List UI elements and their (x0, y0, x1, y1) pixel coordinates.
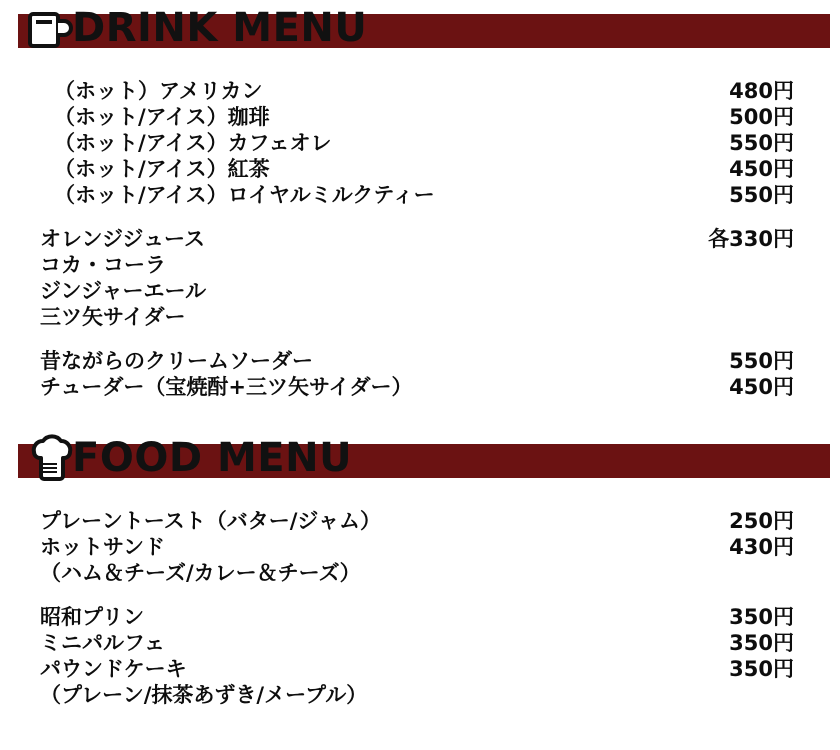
bread-slice-icon (24, 430, 76, 484)
item-name: （ホット/アイス）紅茶 (54, 157, 270, 181)
group-food-sweets (40, 604, 794, 708)
menu-item-row (40, 278, 794, 304)
section-title-food: FOOD MENU (72, 435, 353, 481)
item-name: チューダー（宝焼酎+三ツ矢サイダー） (40, 375, 413, 399)
menu-item-row (40, 656, 794, 682)
item-price: 450円 (729, 157, 794, 181)
item-name: 昭和プリン (40, 605, 145, 629)
menu-item-row (40, 104, 794, 130)
item-price: 430円 (729, 535, 794, 559)
menu-item-row (40, 374, 794, 400)
menu-item-row (40, 182, 794, 208)
item-price: 350円 (729, 657, 794, 681)
section-title-drink: DRINK MENU (72, 5, 368, 51)
menu-item-row (40, 226, 794, 252)
item-name: （ホット/アイス）珈琲 (54, 105, 270, 129)
menu-item-row (40, 78, 794, 104)
section-header-food (10, 430, 830, 486)
menu-item-row (40, 630, 794, 656)
item-name: オレンジジュース (40, 227, 205, 251)
item-name: ホットサンド (40, 535, 165, 559)
coffee-cup-icon (24, 0, 76, 54)
menu-item-row (40, 534, 794, 560)
menu-body-food (0, 508, 840, 708)
item-name: 三ツ矢サイダー (40, 305, 186, 329)
item-name: （ホット/アイス）ロイヤルミルクティー (54, 183, 435, 207)
menu-item-row (40, 156, 794, 182)
item-name: （プレーン/抹茶あずき/メープル） (40, 683, 368, 707)
item-name: ジンジャーエール (40, 279, 207, 303)
menu-item-row (40, 508, 794, 534)
menu-body-drink (0, 78, 840, 400)
item-price: 500円 (729, 105, 794, 129)
group-drink-hot (40, 78, 794, 208)
menu-item-row (40, 682, 794, 708)
menu-item-row (40, 348, 794, 374)
group-drink-soft (40, 226, 794, 330)
item-price: 250円 (729, 509, 794, 533)
item-price: 480円 (729, 79, 794, 103)
item-name: パウンドケーキ (40, 657, 187, 681)
section-header-drink (10, 0, 830, 56)
menu-item-row (40, 560, 794, 586)
item-price: 450円 (729, 375, 794, 399)
item-name: 昔ながらのクリームソーダー (40, 349, 313, 373)
item-price: 550円 (729, 349, 794, 373)
item-name: （ハム＆チーズ/カレー＆チーズ） (40, 561, 361, 585)
group-drink-special (40, 348, 794, 400)
item-price: 各330円 (708, 227, 794, 251)
item-price: 350円 (729, 631, 794, 655)
menu-item-row (40, 252, 794, 278)
item-name: プレーントースト（バター/ジャム） (40, 509, 381, 533)
item-price: 350円 (729, 605, 794, 629)
item-price: 550円 (729, 131, 794, 155)
item-price: 550円 (729, 183, 794, 207)
item-name: コカ・コーラ (40, 253, 166, 277)
menu-item-row (40, 130, 794, 156)
item-name: ミニパルフェ (40, 631, 165, 655)
menu-item-row (40, 304, 794, 330)
item-name: （ホット/アイス）カフェオレ (54, 131, 332, 155)
group-food-toast (40, 508, 794, 586)
menu-item-row (40, 604, 794, 630)
item-name: （ホット）アメリカン (54, 79, 263, 103)
